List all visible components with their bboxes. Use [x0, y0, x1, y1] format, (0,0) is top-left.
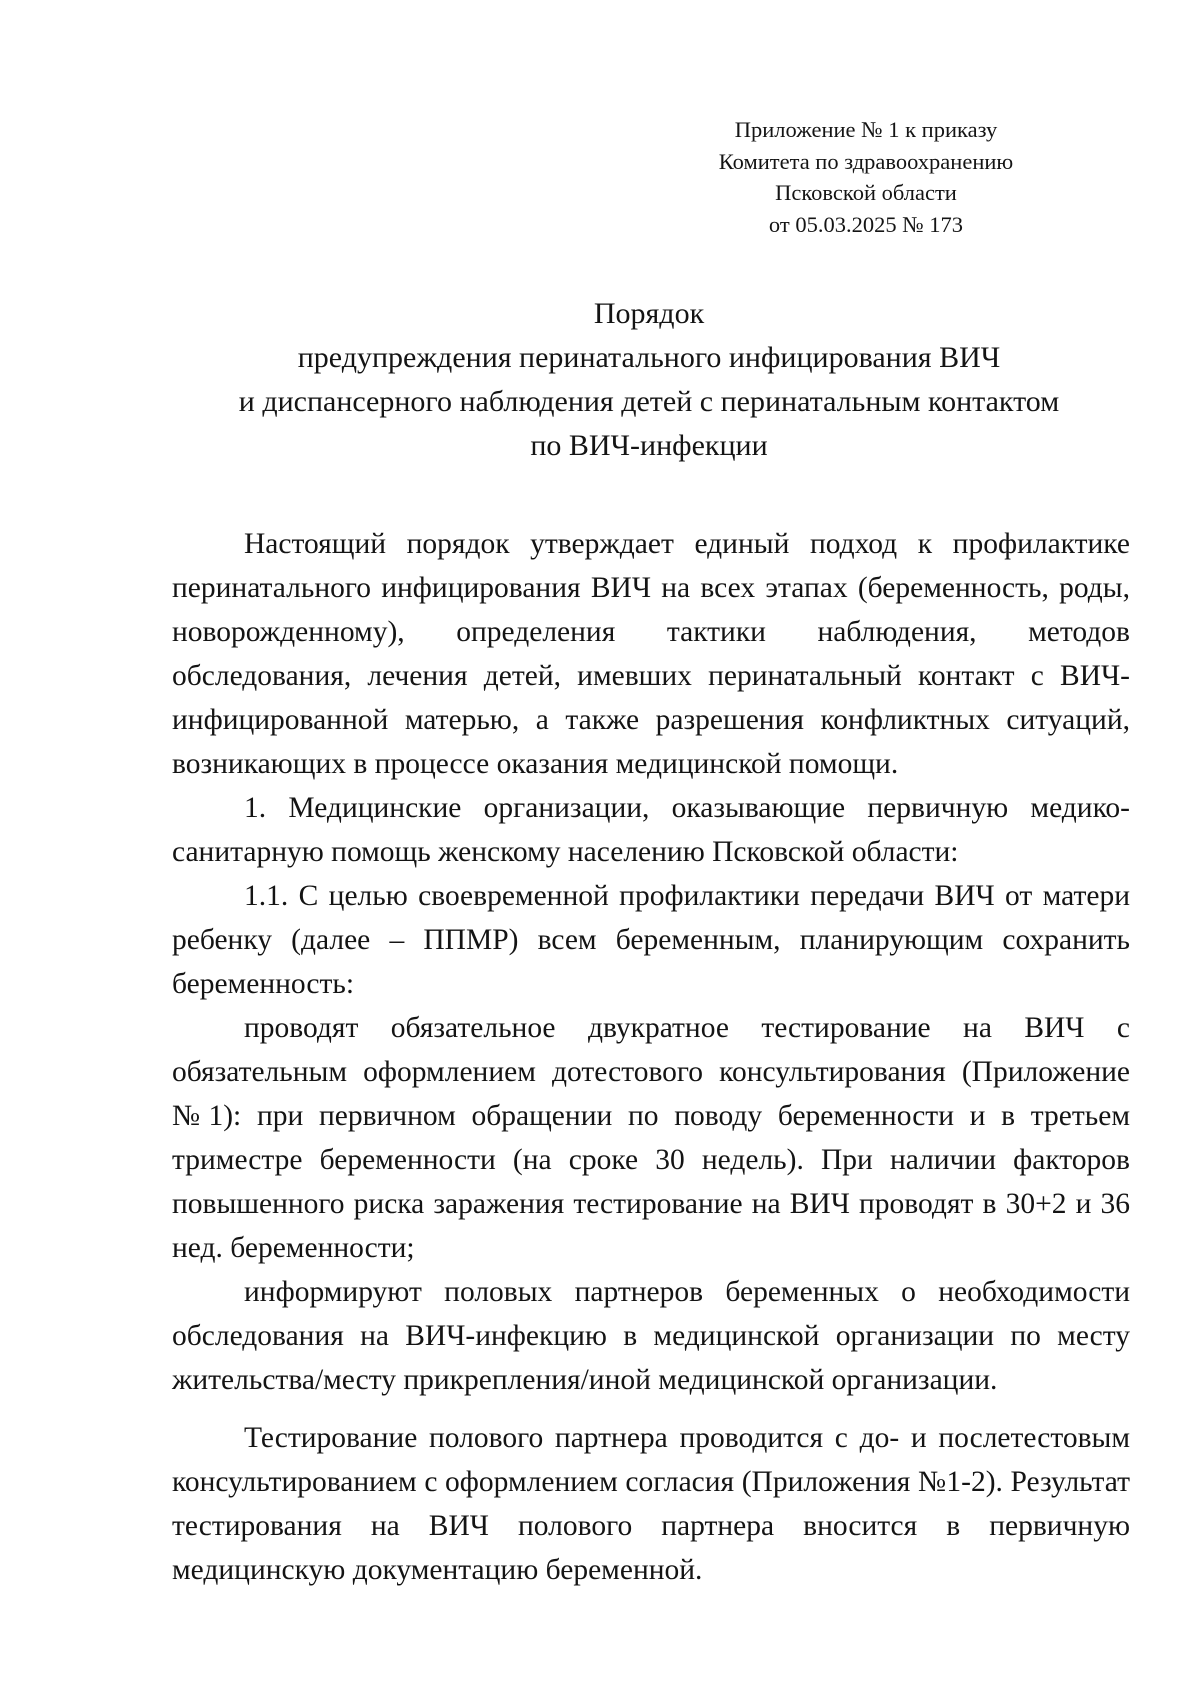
title-line-1: Порядок: [593, 297, 705, 330]
attachment-line-2: Комитета по здравоохранению: [718, 148, 1014, 174]
attachment-line-3: Псковской области: [775, 180, 957, 205]
attachment-header: [718, 114, 1014, 240]
testing-paragraph: проводят обязательное двукратное тестирование на ВИЧ с обязательным оформлением дотестового консультирования (Приложение №1): при первичном обращении по поводу беременности и в третьем триместре беременности (на сроке 30 недель). При наличии факторов повышенного риска заражения тестирование на ВИЧ проводят в 30+2 и 36 нед. беременности;: [172, 1012, 1130, 1264]
document-title: [172, 292, 1126, 468]
item-1-paragraph: 1. Медицинские организации, оказывающие первичную медико-санитарную помощь женскому населению Псковской области:: [172, 792, 1130, 868]
attachment-line-4: от 05.03.2025 № 173: [768, 211, 964, 237]
partner-testing-paragraph: Тестирование полового партнера проводится с до- и послетестовым консультированием с оформлением согласия (Приложения №1-2). Результат тестирования на ВИЧ полового партнера вносится в первичную медицинскую документацию беременной.: [172, 1422, 1130, 1586]
attachment-line-1: Приложение № 1 к приказу: [734, 117, 998, 142]
title-line-4: по ВИЧ-инфекции: [530, 429, 768, 462]
item-1-1-paragraph: 1.1. С целью своевременной профилактики передачи ВИЧ от матери ребенку (далее – ППМР) всем беременным, планирующим сохранить беременность:: [172, 880, 1130, 1000]
title-line-3: и диспансерного наблюдения детей с перинатальным контактом: [238, 385, 1060, 418]
document-body: [172, 522, 1130, 1592]
partners-paragraph: информируют половых партнеров беременных о необходимости обследования на ВИЧ-инфекцию в медицинской организации по месту жительства/месту прикрепления/иной медицинской организации.: [172, 1276, 1130, 1396]
title-line-2: предупреждения перинатального инфицирования ВИЧ: [297, 341, 1001, 374]
intro-paragraph: Настоящий порядок утверждает единый подход к профилактике перинатального инфицирования ВИЧ на всех этапах (беременность, роды, новорожденному), определения тактики наблюдения, методов обследования, лечения детей, имевших перинатальный контакт с ВИЧ-инфицированной матерью, а также разрешения конфликтных ситуаций, возникающих в процессе оказания медицинской помощи.: [172, 528, 1130, 780]
